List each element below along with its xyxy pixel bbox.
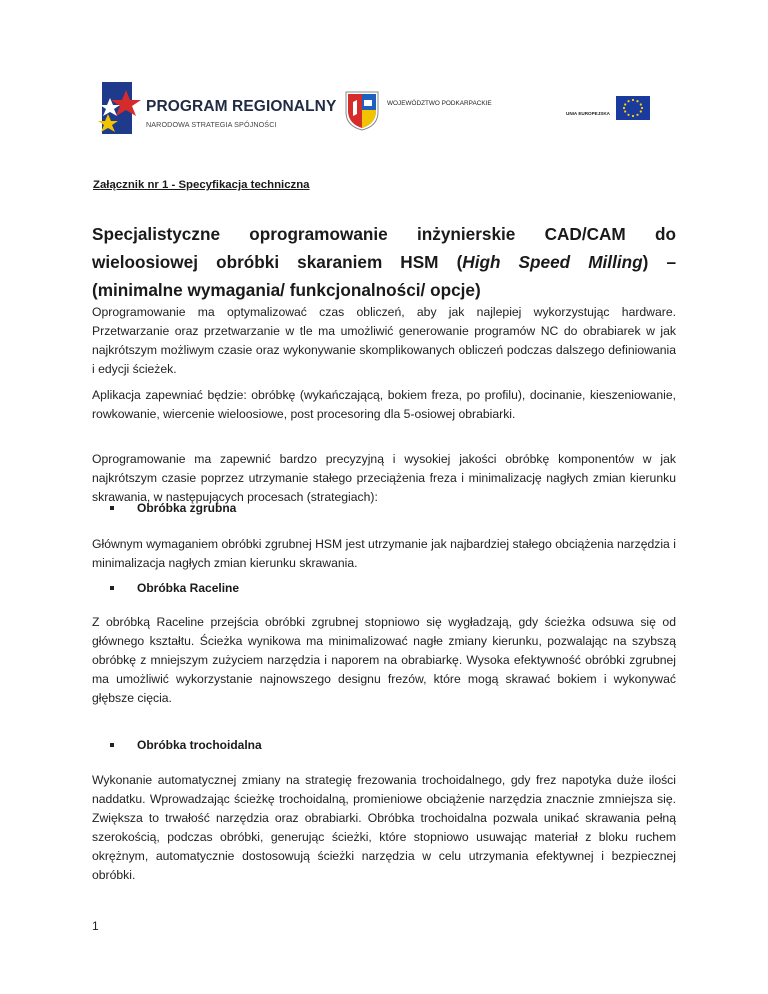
bullet-square-icon (110, 506, 114, 510)
document-title (92, 220, 676, 304)
title-part2: ) – (minimalne wymagania/ funkcjonalności/ opcje) (92, 252, 676, 300)
section-heading-raceline (110, 581, 239, 595)
intro-paragraph-1: Oprogramowanie ma optymalizować czas obliczeń, aby jak najlepiej wykorzystując hardware. Przetwarzanie oraz przetwarzanie w tle ma umożliwić generowanie programów NC do obrabiarek w jak najkrótszym możliwym czasie oraz wykonywanie skomplikowanych obliczeń podczas dalszego definiowania i edycji ścieżek. (92, 305, 676, 376)
region-logo-text: WOJEWÓDZTWO PODKARPACKIE (387, 100, 492, 107)
section-text-raceline: Z obróbką Raceline przejścia obróbki zgrubnej stopniowo się wygładzają, gdy ścieżka odsuwa się od głównego kształtu. Ścieżka wynikowa ma minimalizować nagłe zmiany kierunku, pozwalając na szybszą obróbkę z mniejszym zużyciem narzędzia i naporem na obrabiarkę. Wysoka efektywność obróbki zgrubnej ma umożliwić wykorzystanie najnowszego designu frezów, które mogą skrawać bokiem i wykonywać głębsze cięcia. (92, 615, 676, 705)
section-text-trochoidalna: Wykonanie automatycznej zmiany na strategię frezowania trochoidalnego, gdy frez napotyka duże ilości naddatku. Wprowadzając ścieżkę trochoidalną, promieniowe obciążenie narzędzia znacznie zmniejsza się. Zwiększa to trwałość narzędzia oraz obrabiarki. Obróbka trochoidalna pozwala unikać skrawania pełną szerokością, podczas obróbki, generując ścieżki, które stopniowo usuwając materiał z bloku ruchem okrężnym, automatycznie dostosowują ścieżki narzędzia w celu utrzymania efektywnej i bezpiecznej obróbki. (92, 773, 676, 882)
intro-paragraph-2: Aplikacja zapewniać będzie: obróbkę (wykańczającą, bokiem freza, po profilu), docinanie, kieszeniowanie, rowkowanie, wiercenie wieloosiowe, post procesoring dla 5-osiowej obrabiarki. (92, 388, 676, 421)
podkarpackie-coat-of-arms-icon (342, 88, 382, 132)
podkarpackie-logo (342, 88, 522, 132)
bullet-square-icon (110, 743, 114, 747)
program-regionalny-logo (96, 80, 336, 140)
intro-paragraph-3: Oprogramowanie ma zapewnić bardzo precyzyjną i wysokiej jakości obróbkę komponentów w jak najkrótszym czasie poprzez utrzymanie stałego przeciążenia freza i minimalizację nagłych zmian kierunku skrawania, w następujących procesach (strategiach): (92, 452, 676, 504)
attachment-label: Załącznik nr 1 - Specyfikacja techniczna (93, 179, 310, 191)
section-heading-zgrubna (110, 501, 236, 515)
section-heading-text: Obróbka Raceline (137, 581, 240, 595)
title-part1: Specjalistyczne oprogramowanie inżynierskie CAD/CAM do wieloosiowej obróbki skaraniem HSM ( (92, 224, 676, 272)
program-logo-subtitle: NARODOWA STRATEGIA SPÓJNOŚCI (146, 120, 277, 129)
title-italic: High Speed Milling (462, 252, 643, 272)
section-heading-trochoidalna (110, 738, 262, 752)
section-text-zgrubna: Głównym wymaganiem obróbki zgrubnej HSM jest utrzymanie jak najbardziej stałego obciążenia narzędzia i minimalizacja nagłych zmian kierunku skrawania. (92, 537, 676, 570)
program-logo-title: PROGRAM REGIONALNY (146, 98, 337, 115)
page-number: 1 (92, 919, 99, 933)
section-heading-text: Obróbka zgrubna (137, 501, 237, 515)
section-heading-text: Obróbka trochoidalna (137, 738, 262, 752)
logo-header (0, 0, 768, 150)
unia-europejska-logo (562, 96, 662, 126)
program-regionalny-emblem-icon (96, 80, 144, 140)
eu-logo-text: UNIA EUROPEJSKA (566, 111, 610, 116)
bullet-square-icon (110, 586, 114, 590)
eu-flag-icon (616, 96, 650, 120)
